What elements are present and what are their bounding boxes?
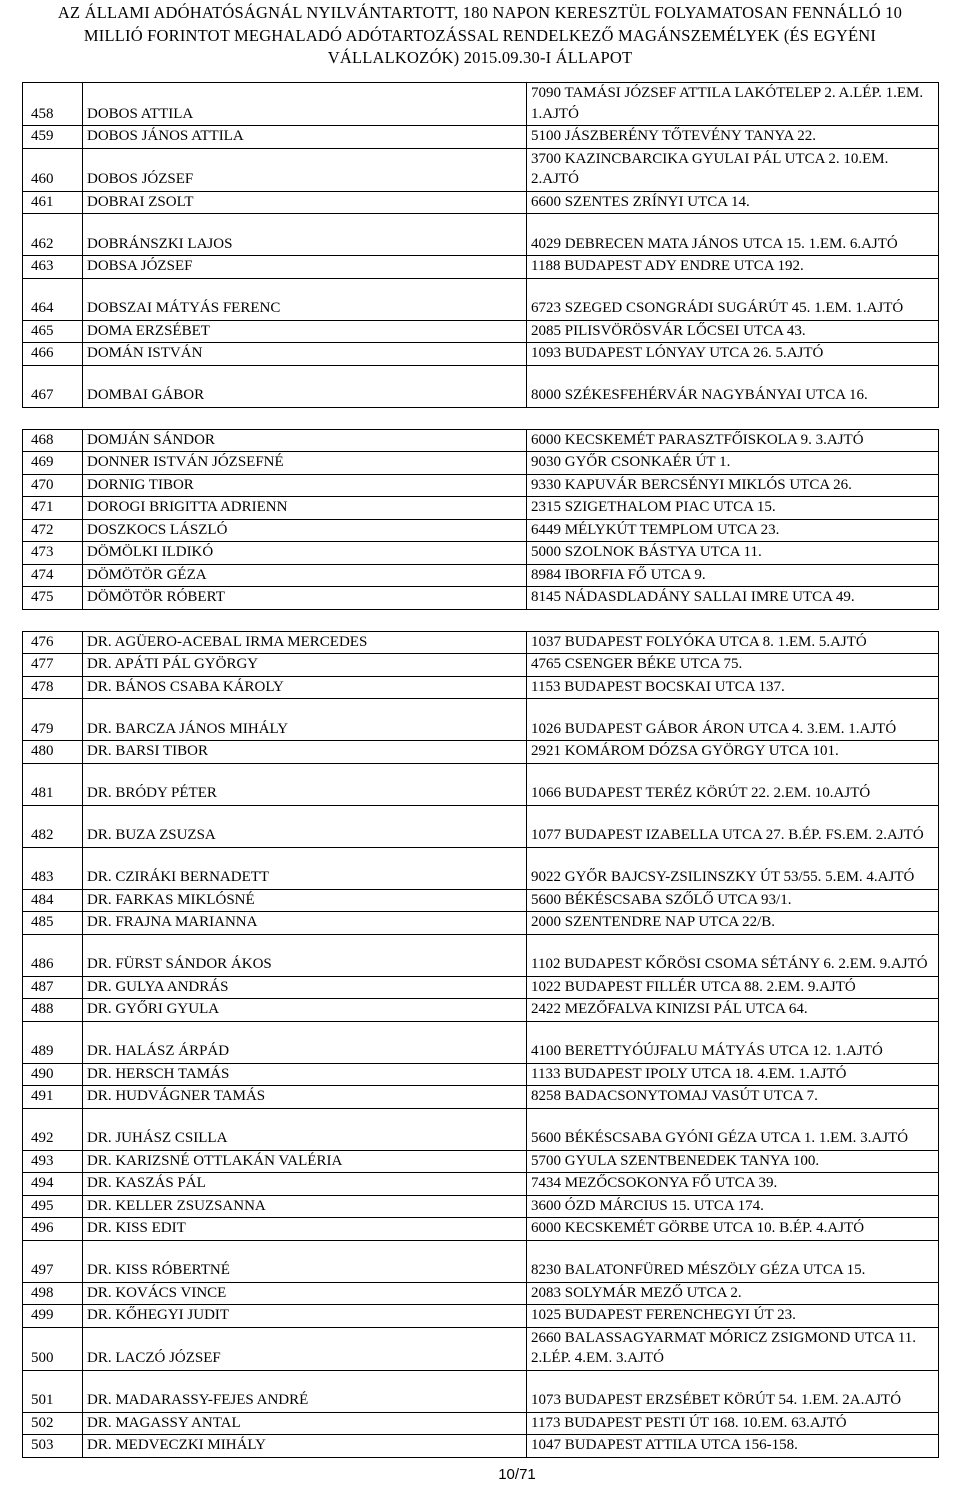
spacer-row: [23, 609, 939, 631]
taxpayer-table: [22, 82, 939, 1458]
table-row: [23, 343, 939, 366]
taxpayer-name: DR. JUHÁSZ CSILLA: [83, 1108, 527, 1150]
row-number: 484: [23, 889, 83, 912]
taxpayer-address: 7434 MEZŐCSOKONYA FŐ UTCA 39.: [527, 1173, 939, 1196]
taxpayer-address: 5600 BÉKÉSCSABA SZŐLŐ UTCA 93/1.: [527, 889, 939, 912]
table-row: [23, 214, 939, 256]
taxpayer-name: DR. FARKAS MIKLÓSNÉ: [83, 889, 527, 912]
taxpayer-name: DR. HALÁSZ ÁRPÁD: [83, 1021, 527, 1063]
table-row: [23, 542, 939, 565]
taxpayer-name: DOMÁN ISTVÁN: [83, 343, 527, 366]
table-row: [23, 889, 939, 912]
taxpayer-address: 1133 BUDAPEST IPOLY UTCA 18. 4.EM. 1.AJTÓ: [527, 1063, 939, 1086]
table-row: [23, 847, 939, 889]
taxpayer-address: 7090 TAMÁSI JÓZSEF ATTILA LAKÓTELEP 2. A.LÉP. 1.EM. 1.AJTÓ: [527, 83, 939, 126]
row-number: 483: [23, 847, 83, 889]
table-row: [23, 1305, 939, 1328]
taxpayer-name: DÖMÖTÖR GÉZA: [83, 564, 527, 587]
taxpayer-name: DR. AGÜERO-ACEBAL IRMA MERCEDES: [83, 631, 527, 654]
taxpayer-address: 5700 GYULA SZENTBENEDEK TANYA 100.: [527, 1150, 939, 1173]
taxpayer-address: 2422 MEZŐFALVA KINIZSI PÁL UTCA 64.: [527, 999, 939, 1022]
taxpayer-name: DR. KŐHEGYI JUDIT: [83, 1305, 527, 1328]
table-row: [23, 1327, 939, 1370]
row-number: 469: [23, 452, 83, 475]
taxpayer-name: DR. BUZA ZSUZSA: [83, 805, 527, 847]
row-number: 461: [23, 191, 83, 214]
table-row: [23, 126, 939, 149]
row-number: 464: [23, 278, 83, 320]
table-row: [23, 1063, 939, 1086]
row-number: 497: [23, 1240, 83, 1282]
row-number: 485: [23, 912, 83, 935]
document-header: [0, 2, 960, 70]
taxpayer-name: DORNIG TIBOR: [83, 474, 527, 497]
taxpayer-name: DOBOS JÁNOS ATTILA: [83, 126, 527, 149]
table-row: [23, 452, 939, 475]
row-number: 500: [23, 1327, 83, 1370]
table-row: [23, 256, 939, 279]
row-number: 494: [23, 1173, 83, 1196]
row-number: 491: [23, 1086, 83, 1109]
taxpayer-name: DOBRÁNSZKI LAJOS: [83, 214, 527, 256]
taxpayer-address: 2660 BALASSAGYARMAT MÓRICZ ZSIGMOND UTCA 11. 2.LÉP. 4.EM. 3.AJTÓ: [527, 1327, 939, 1370]
table-row: [23, 654, 939, 677]
row-number: 488: [23, 999, 83, 1022]
taxpayer-name: DÖMÖTÖR RÓBERT: [83, 587, 527, 610]
taxpayer-name: DOBOS JÓZSEF: [83, 148, 527, 191]
taxpayer-name: DR. GULYA ANDRÁS: [83, 976, 527, 999]
table-row: [23, 83, 939, 126]
taxpayer-name: DR. MEDVECZKI MIHÁLY: [83, 1435, 527, 1458]
taxpayer-address: 8230 BALATONFÜRED MÉSZÖLY GÉZA UTCA 15.: [527, 1240, 939, 1282]
row-number: 480: [23, 741, 83, 764]
taxpayer-name: DOMBAI GÁBOR: [83, 365, 527, 407]
taxpayer-address: 2000 SZENTENDRE NAP UTCA 22/B.: [527, 912, 939, 935]
taxpayer-address: 4100 BERETTYÓÚJFALU MÁTYÁS UTCA 12. 1.AJTÓ: [527, 1021, 939, 1063]
taxpayer-name: DR. MAGASSY ANTAL: [83, 1412, 527, 1435]
table-row: [23, 763, 939, 805]
taxpayer-address: 5000 SZOLNOK BÁSTYA UTCA 11.: [527, 542, 939, 565]
taxpayer-name: DR. CZIRÁKI BERNADETT: [83, 847, 527, 889]
taxpayer-address: 6600 SZENTES ZRÍNYI UTCA 14.: [527, 191, 939, 214]
taxpayer-address: 1025 BUDAPEST FERENCHEGYI ÚT 23.: [527, 1305, 939, 1328]
row-number: 466: [23, 343, 83, 366]
table-row: [23, 1240, 939, 1282]
taxpayer-address: 2085 PILISVÖRÖSVÁR LŐCSEI UTCA 43.: [527, 320, 939, 343]
table-row: [23, 474, 939, 497]
taxpayer-address: 2083 SOLYMÁR MEZŐ UTCA 2.: [527, 1282, 939, 1305]
taxpayer-address: 1153 BUDAPEST BOCSKAI UTCA 137.: [527, 676, 939, 699]
taxpayer-name: DR. KASZÁS PÁL: [83, 1173, 527, 1196]
taxpayer-address: 1037 BUDAPEST FOLYÓKA UTCA 8. 1.EM. 5.AJTÓ: [527, 631, 939, 654]
taxpayer-name: DR. KISS RÓBERTNÉ: [83, 1240, 527, 1282]
table-row: [23, 1370, 939, 1412]
spacer-row: [23, 407, 939, 429]
row-number: 470: [23, 474, 83, 497]
taxpayer-name: DR. APÁTI PÁL GYÖRGY: [83, 654, 527, 677]
spacer-cell: [83, 407, 527, 429]
row-number: 459: [23, 126, 83, 149]
row-number: 502: [23, 1412, 83, 1435]
table-row: [23, 564, 939, 587]
taxpayer-address: 2921 KOMÁROM DÓZSA GYÖRGY UTCA 101.: [527, 741, 939, 764]
taxpayer-name: DR. MADARASSY-FEJES ANDRÉ: [83, 1370, 527, 1412]
taxpayer-name: DOMJÁN SÁNDOR: [83, 429, 527, 452]
taxpayer-address: 8000 SZÉKESFEHÉRVÁR NAGYBÁNYAI UTCA 16.: [527, 365, 939, 407]
taxpayer-name: DR. BÁNOS CSABA KÁROLY: [83, 676, 527, 699]
taxpayer-address: 6449 MÉLYKÚT TEMPLOM UTCA 23.: [527, 519, 939, 542]
table-row: [23, 191, 939, 214]
taxpayer-address: 3700 KAZINCBARCIKA GYULAI PÁL UTCA 2. 10.EM. 2.AJTÓ: [527, 148, 939, 191]
row-number: 475: [23, 587, 83, 610]
table-row: [23, 976, 939, 999]
taxpayer-address: 5100 JÁSZBERÉNY TŐTEVÉNY TANYA 22.: [527, 126, 939, 149]
row-number: 495: [23, 1195, 83, 1218]
spacer-cell: [23, 407, 83, 429]
taxpayer-address: 8145 NÁDASDLADÁNY SALLAI IMRE UTCA 49.: [527, 587, 939, 610]
table-row: [23, 1195, 939, 1218]
taxpayer-name: DR. FRAJNA MARIANNA: [83, 912, 527, 935]
taxpayer-address: 1093 BUDAPEST LÓNYAY UTCA 26. 5.AJTÓ: [527, 343, 939, 366]
taxpayer-address: 1022 BUDAPEST FILLÉR UTCA 88. 2.EM. 9.AJTÓ: [527, 976, 939, 999]
taxpayer-name: DOMA ERZSÉBET: [83, 320, 527, 343]
taxpayer-address: 1188 BUDAPEST ADY ENDRE UTCA 192.: [527, 256, 939, 279]
row-number: 490: [23, 1063, 83, 1086]
table-row: [23, 1086, 939, 1109]
table-row: [23, 999, 939, 1022]
taxpayer-name: DR. KOVÁCS VINCE: [83, 1282, 527, 1305]
taxpayer-address: 4029 DEBRECEN MATA JÁNOS UTCA 15. 1.EM. 6.AJTÓ: [527, 214, 939, 256]
table-row: [23, 587, 939, 610]
row-number: 476: [23, 631, 83, 654]
table-row: [23, 934, 939, 976]
row-number: 467: [23, 365, 83, 407]
row-number: 492: [23, 1108, 83, 1150]
row-number: 496: [23, 1218, 83, 1241]
header-line-1: AZ ÁLLAMI ADÓHATÓSÁGNÁL NYILVÁNTARTOTT, 180 NAPON KERESZTÜL FOLYAMATOSAN FENNÁLLÓ 10: [57, 3, 903, 22]
table-row: [23, 365, 939, 407]
taxpayer-name: DOBRAI ZSOLT: [83, 191, 527, 214]
taxpayer-address: 1026 BUDAPEST GÁBOR ÁRON UTCA 4. 3.EM. 1.AJTÓ: [527, 699, 939, 741]
table-row: [23, 1218, 939, 1241]
table-row: [23, 519, 939, 542]
taxpayer-name: DR. FÜRST SÁNDOR ÁKOS: [83, 934, 527, 976]
taxpayer-address: 1173 BUDAPEST PESTI ÚT 168. 10.EM. 63.AJTÓ: [527, 1412, 939, 1435]
table-row: [23, 497, 939, 520]
taxpayer-name: DOROGI BRIGITTA ADRIENN: [83, 497, 527, 520]
table-row: [23, 1150, 939, 1173]
taxpayer-name: DR. GYŐRI GYULA: [83, 999, 527, 1022]
taxpayer-address: 6000 KECSKEMÉT GÖRBE UTCA 10. B.ÉP. 4.AJTÓ: [527, 1218, 939, 1241]
spacer-cell: [527, 407, 939, 429]
taxpayer-address: 8258 BADACSONYTOMAJ VASÚT UTCA 7.: [527, 1086, 939, 1109]
table-row: [23, 1173, 939, 1196]
taxpayer-address: 1102 BUDAPEST KŐRÖSI CSOMA SÉTÁNY 6. 2.EM. 9.AJTÓ: [527, 934, 939, 976]
taxpayer-address: 1047 BUDAPEST ATTILA UTCA 156-158.: [527, 1435, 939, 1458]
taxpayer-name: DR. KISS EDIT: [83, 1218, 527, 1241]
table-row: [23, 320, 939, 343]
row-number: 482: [23, 805, 83, 847]
taxpayer-name: DR. BARSI TIBOR: [83, 741, 527, 764]
page-number: 10/71: [498, 1466, 536, 1483]
taxpayer-name: DR. KARIZSNÉ OTTLAKÁN VALÉRIA: [83, 1150, 527, 1173]
taxpayer-address: 1077 BUDAPEST IZABELLA UTCA 27. B.ÉP. FS.EM. 2.AJTÓ: [527, 805, 939, 847]
row-number: 479: [23, 699, 83, 741]
table-row: [23, 912, 939, 935]
table-row: [23, 1021, 939, 1063]
row-number: 465: [23, 320, 83, 343]
row-number: 487: [23, 976, 83, 999]
taxpayer-address: 9030 GYŐR CSONKAÉR ÚT 1.: [527, 452, 939, 475]
table-row: [23, 805, 939, 847]
spacer-cell: [83, 609, 527, 631]
row-number: 501: [23, 1370, 83, 1412]
row-number: 489: [23, 1021, 83, 1063]
table-row: [23, 1108, 939, 1150]
table-row: [23, 741, 939, 764]
row-number: 477: [23, 654, 83, 677]
taxpayer-address: 4765 CSENGER BÉKE UTCA 75.: [527, 654, 939, 677]
taxpayer-address: 9022 GYŐR BAJCSY-ZSILINSZKY ÚT 53/55. 5.EM. 4.AJTÓ: [527, 847, 939, 889]
header-line-2: MILLIÓ FORINTOT MEGHALADÓ ADÓTARTOZÁSSAL RENDELKEZŐ MAGÁNSZEMÉLYEK (ÉS EGYÉNI: [83, 25, 877, 45]
row-number: 471: [23, 497, 83, 520]
row-number: 473: [23, 542, 83, 565]
spacer-cell: [527, 609, 939, 631]
taxpayer-name: DÖMÖLKI ILDIKÓ: [83, 542, 527, 565]
taxpayer-address: 6723 SZEGED CSONGRÁDI SUGÁRÚT 45. 1.EM. 1.AJTÓ: [527, 278, 939, 320]
table-row: [23, 1435, 939, 1458]
row-number: 503: [23, 1435, 83, 1458]
row-number: 499: [23, 1305, 83, 1328]
taxpayer-address: 1066 BUDAPEST TERÉZ KÖRÚT 22. 2.EM. 10.AJTÓ: [527, 763, 939, 805]
table-row: [23, 1282, 939, 1305]
spacer-cell: [23, 609, 83, 631]
row-number: 458: [23, 83, 83, 126]
table-row: [23, 676, 939, 699]
row-number: 462: [23, 214, 83, 256]
taxpayer-name: DOSZKOCS LÁSZLÓ: [83, 519, 527, 542]
row-number: 498: [23, 1282, 83, 1305]
row-number: 460: [23, 148, 83, 191]
row-number: 478: [23, 676, 83, 699]
table-row: [23, 1412, 939, 1435]
row-number: 481: [23, 763, 83, 805]
taxpayer-name: DR. KELLER ZSUZSANNA: [83, 1195, 527, 1218]
row-number: 472: [23, 519, 83, 542]
taxpayer-name: DR. LACZÓ JÓZSEF: [83, 1327, 527, 1370]
row-number: 493: [23, 1150, 83, 1173]
table-row: [23, 148, 939, 191]
taxpayer-name: DR. HUDVÁGNER TAMÁS: [83, 1086, 527, 1109]
row-number: 486: [23, 934, 83, 976]
taxpayer-address: 2315 SZIGETHALOM PIAC UTCA 15.: [527, 497, 939, 520]
row-number: 463: [23, 256, 83, 279]
taxpayer-name: DR. BARCZA JÁNOS MIHÁLY: [83, 699, 527, 741]
taxpayer-address: 8984 IBORFIA FŐ UTCA 9.: [527, 564, 939, 587]
taxpayer-address: 3600 ÓZD MÁRCIUS 15. UTCA 174.: [527, 1195, 939, 1218]
table-row: [23, 699, 939, 741]
taxpayer-address: 6000 KECSKEMÉT PARASZTFŐISKOLA 9. 3.AJTÓ: [527, 429, 939, 452]
header-line-3: VÁLLALKOZÓK) 2015.09.30-I ÁLLAPOT: [327, 48, 633, 67]
taxpayer-name: DOBSA JÓZSEF: [83, 256, 527, 279]
taxpayer-name: DR. HERSCH TAMÁS: [83, 1063, 527, 1086]
taxpayer-name: DR. BRÓDY PÉTER: [83, 763, 527, 805]
table-row: [23, 631, 939, 654]
row-number: 468: [23, 429, 83, 452]
table-row: [23, 429, 939, 452]
taxpayer-name: DONNER ISTVÁN JÓZSEFNÉ: [83, 452, 527, 475]
taxpayer-name: DOBSZAI MÁTYÁS FERENC: [83, 278, 527, 320]
taxpayer-address: 9330 KAPUVÁR BERCSÉNYI MIKLÓS UTCA 26.: [527, 474, 939, 497]
taxpayer-name: DOBOS ATTILA: [83, 83, 527, 126]
taxpayer-address: 1073 BUDAPEST ERZSÉBET KÖRÚT 54. 1.EM. 2A.AJTÓ: [527, 1370, 939, 1412]
taxpayer-address: 5600 BÉKÉSCSABA GYÓNI GÉZA UTCA 1. 1.EM. 3.AJTÓ: [527, 1108, 939, 1150]
table-row: [23, 278, 939, 320]
row-number: 474: [23, 564, 83, 587]
